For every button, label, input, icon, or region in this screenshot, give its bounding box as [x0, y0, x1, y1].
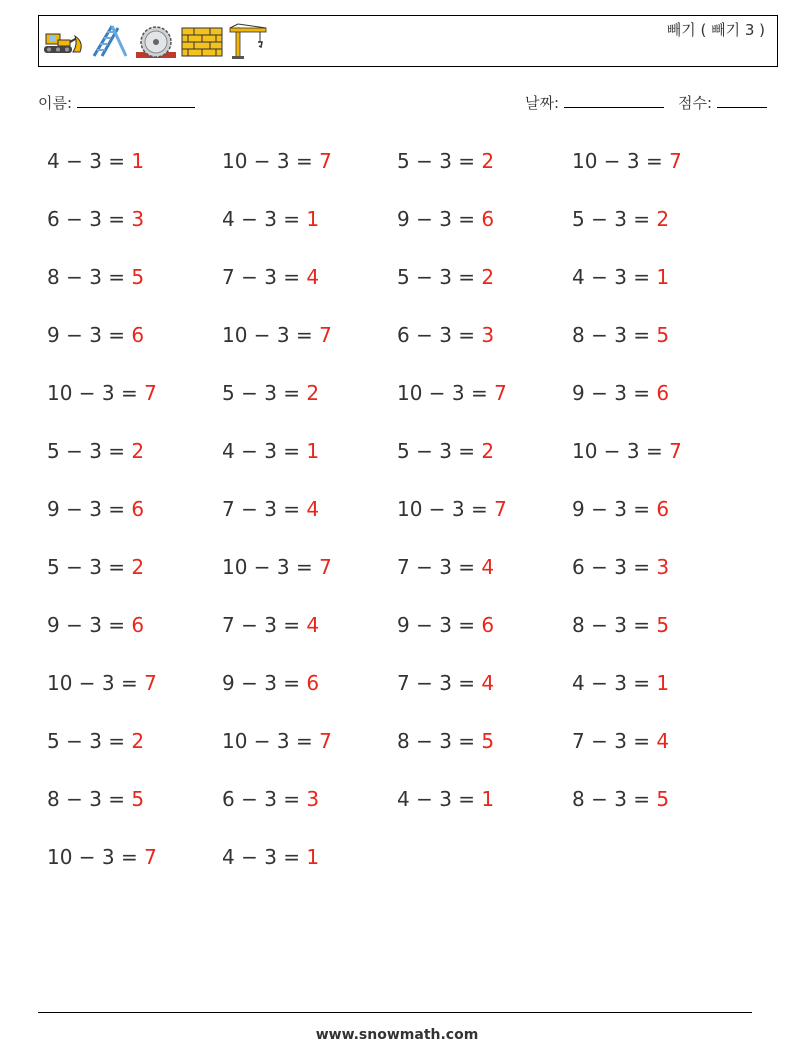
problem-answer: 5: [656, 613, 670, 637]
problem-answer: 4: [306, 497, 320, 521]
problem-item: [222, 492, 397, 550]
problem-question: 4 − 3 =: [572, 671, 657, 695]
problem-question: 7 − 3 =: [222, 497, 307, 521]
problem-answer: 5: [131, 787, 145, 811]
problem-question: 4 − 3 =: [222, 207, 307, 231]
date-label: 날짜:: [525, 94, 560, 112]
date-line[interactable]: [564, 93, 664, 108]
score-field: [678, 92, 767, 113]
problem-question: 10 − 3 =: [222, 555, 320, 579]
problem-item: [397, 782, 572, 840]
problem-item: [397, 434, 572, 492]
problem-item: [222, 666, 397, 724]
problem-answer: 2: [481, 149, 495, 173]
problem-item: [47, 376, 222, 434]
problem-question: 5 − 3 =: [397, 265, 482, 289]
problem-item: [47, 666, 222, 724]
problem-answer: 2: [131, 729, 145, 753]
problem-question: 8 − 3 =: [47, 265, 132, 289]
problem-answer: 4: [306, 613, 320, 637]
problem-question: 5 − 3 =: [572, 207, 657, 231]
problem-answer: 1: [656, 265, 670, 289]
problem-item: [397, 202, 572, 260]
problem-question: 9 − 3 =: [397, 207, 482, 231]
problem-answer: 6: [481, 613, 495, 637]
problem-answer: 7: [144, 845, 157, 869]
problem-question: 10 − 3 =: [572, 439, 670, 463]
problem-answer: 7: [319, 323, 332, 347]
problem-item: [47, 608, 222, 666]
problem-question: 5 − 3 =: [47, 555, 132, 579]
problem-item: [397, 144, 572, 202]
problem-item: [47, 144, 222, 202]
problem-question: 4 − 3 =: [222, 845, 307, 869]
problem-answer: 3: [656, 555, 670, 579]
problem-answer: 7: [319, 729, 332, 753]
header-box: [38, 15, 778, 67]
problem-answer: 6: [131, 497, 145, 521]
problem-item: [397, 550, 572, 608]
problem-item: [222, 840, 397, 898]
problem-question: 6 − 3 =: [47, 207, 132, 231]
problem-item: [222, 318, 397, 376]
problem-question: 10 − 3 =: [572, 149, 670, 173]
problem-item: [397, 724, 572, 782]
ladder-icon: [88, 22, 132, 62]
problem-answer: 5: [131, 265, 145, 289]
problem-item: [397, 666, 572, 724]
problem-answer: 1: [656, 671, 670, 695]
problem-question: 10 − 3 =: [222, 729, 320, 753]
problem-answer: 4: [481, 555, 495, 579]
problem-item: [222, 376, 397, 434]
problem-question: 9 − 3 =: [397, 613, 482, 637]
problem-answer: 6: [656, 381, 670, 405]
problem-answer: 5: [481, 729, 495, 753]
problem-item: [47, 492, 222, 550]
problem-question: 9 − 3 =: [47, 613, 132, 637]
score-label: 점수:: [678, 94, 713, 112]
problem-item: [397, 376, 572, 434]
saw-blade-icon: [134, 22, 178, 62]
name-field: [38, 92, 195, 113]
problem-answer: 7: [669, 149, 682, 173]
problem-item: [572, 318, 747, 376]
problem-answer: 6: [481, 207, 495, 231]
footer-url: www.snowmath.com: [315, 1027, 479, 1043]
problem-question: 10 − 3 =: [397, 381, 495, 405]
problem-question: 6 − 3 =: [222, 787, 307, 811]
problem-answer: 6: [306, 671, 320, 695]
problem-item: [572, 260, 747, 318]
problem-item: [572, 724, 747, 782]
problem-item: [222, 608, 397, 666]
date-field: [525, 92, 664, 113]
problem-answer: 6: [131, 323, 145, 347]
problem-answer: 2: [656, 207, 670, 231]
problem-question: 5 − 3 =: [47, 729, 132, 753]
problem-item: [47, 202, 222, 260]
problem-answer: 4: [481, 671, 495, 695]
problem-question: 5 − 3 =: [47, 439, 132, 463]
problem-item: [47, 318, 222, 376]
problem-answer: 3: [131, 207, 145, 231]
problem-question: 8 − 3 =: [572, 323, 657, 347]
problem-item: [222, 782, 397, 840]
problem-item: [572, 492, 747, 550]
problem-answer: 2: [481, 265, 495, 289]
problem-question: 8 − 3 =: [47, 787, 132, 811]
problem-answer: 7: [144, 671, 157, 695]
problem-question: 5 − 3 =: [222, 381, 307, 405]
problem-item: [572, 666, 747, 724]
problem-item: [397, 492, 572, 550]
problem-item: [397, 260, 572, 318]
problem-question: 4 − 3 =: [222, 439, 307, 463]
problem-question: 10 − 3 =: [222, 323, 320, 347]
bricks-icon: [180, 22, 224, 62]
problem-answer: 2: [306, 381, 320, 405]
problem-question: 7 − 3 =: [222, 613, 307, 637]
name-label: 이름:: [38, 94, 73, 112]
problem-item: [47, 260, 222, 318]
problem-question: 4 − 3 =: [572, 265, 657, 289]
problem-answer: 1: [306, 845, 320, 869]
bulldozer-icon: [42, 22, 86, 62]
problem-answer: 4: [656, 729, 670, 753]
problem-answer: 1: [131, 149, 145, 173]
problem-question: 7 − 3 =: [397, 671, 482, 695]
problem-answer: 4: [306, 265, 320, 289]
problem-item: [222, 434, 397, 492]
problem-question: 10 − 3 =: [222, 149, 320, 173]
problem-item: [397, 318, 572, 376]
problem-answer: 7: [669, 439, 682, 463]
problem-answer: 7: [319, 555, 332, 579]
problem-item: [572, 608, 747, 666]
problem-question: 5 − 3 =: [397, 439, 482, 463]
problem-question: 9 − 3 =: [222, 671, 307, 695]
problem-question: 10 − 3 =: [47, 845, 145, 869]
problem-question: 10 − 3 =: [47, 671, 145, 695]
footer-divider: [38, 1012, 752, 1013]
problem-question: 5 − 3 =: [397, 149, 482, 173]
problem-item: [222, 202, 397, 260]
problem-answer: 6: [131, 613, 145, 637]
problem-answer: 3: [481, 323, 495, 347]
problem-answer: 1: [306, 207, 320, 231]
problem-question: 4 − 3 =: [47, 149, 132, 173]
problem-item: [222, 724, 397, 782]
problem-question: 6 − 3 =: [397, 323, 482, 347]
problem-question: 8 − 3 =: [572, 613, 657, 637]
problem-item: [222, 144, 397, 202]
problem-answer: 1: [481, 787, 495, 811]
problem-item: [47, 434, 222, 492]
problem-question: 9 − 3 =: [572, 497, 657, 521]
name-line[interactable]: [77, 93, 195, 108]
problem-question: 7 − 3 =: [222, 265, 307, 289]
problem-question: 10 − 3 =: [47, 381, 145, 405]
problem-answer: 7: [494, 381, 507, 405]
problem-item: [572, 782, 747, 840]
problem-item: [47, 724, 222, 782]
problem-question: 6 − 3 =: [572, 555, 657, 579]
problem-answer: 7: [319, 149, 332, 173]
problem-question: 9 − 3 =: [47, 323, 132, 347]
problem-question: 8 − 3 =: [397, 729, 482, 753]
problem-item: [572, 434, 747, 492]
problem-item: [47, 782, 222, 840]
problem-answer: 2: [131, 555, 145, 579]
problem-answer: 2: [481, 439, 495, 463]
problem-item: [572, 144, 747, 202]
problem-question: 9 − 3 =: [572, 381, 657, 405]
problem-item: [222, 550, 397, 608]
problem-answer: 5: [656, 323, 670, 347]
problem-item: [397, 608, 572, 666]
problem-item: [222, 260, 397, 318]
crane-icon: [226, 22, 270, 62]
problem-question: 8 − 3 =: [572, 787, 657, 811]
score-line[interactable]: [717, 93, 767, 108]
problem-grid: [47, 144, 747, 898]
problem-question: 7 − 3 =: [572, 729, 657, 753]
problem-question: 9 − 3 =: [47, 497, 132, 521]
problem-item: [47, 840, 222, 898]
problem-item: [47, 550, 222, 608]
problem-item: [572, 376, 747, 434]
problem-answer: 1: [306, 439, 320, 463]
worksheet-title: 빼기 ( 빼기 3 ): [666, 21, 765, 39]
problem-question: 4 − 3 =: [397, 787, 482, 811]
problem-answer: 2: [131, 439, 145, 463]
problem-answer: 5: [656, 787, 670, 811]
problem-answer: 3: [306, 787, 320, 811]
problem-question: 10 − 3 =: [397, 497, 495, 521]
problem-item: [572, 550, 747, 608]
problem-answer: 7: [144, 381, 157, 405]
problem-question: 7 − 3 =: [397, 555, 482, 579]
problem-answer: 7: [494, 497, 507, 521]
header-icons: [42, 22, 270, 62]
problem-answer: 6: [656, 497, 670, 521]
problem-item: [572, 202, 747, 260]
